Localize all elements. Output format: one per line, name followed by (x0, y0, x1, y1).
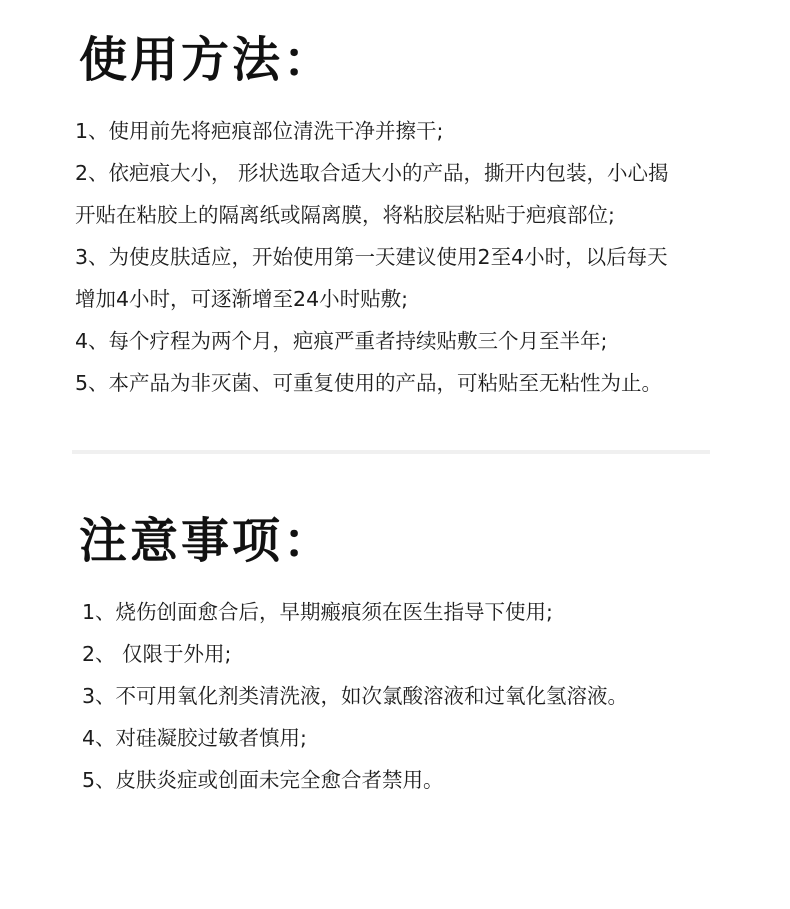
caution-line: 5、皮肤炎症或创面未完全愈合者禁用。 (82, 768, 444, 792)
usage-line: 1、使用前先将疤痕部位清洗干净并擦干; (75, 119, 444, 143)
caution-line: 3、不可用氧化剂类清洗液，如次氯酸溶液和过氧化氢溶液。 (82, 684, 629, 708)
usage-line: 5、本产品为非灭菌、可重复使用的产品，可粘贴至无粘性为止。 (75, 371, 663, 395)
usage-line: 2、依疤痕大小， 形状选取合适大小的产品，撕开内包装，小心揭 (75, 161, 669, 185)
caution-line: 1、烧伤创面愈合后，早期瘢痕须在医生指导下使用; (82, 600, 553, 624)
usage-line: 4、每个疗程为两个月，疤痕严重者持续贴敷三个月至半年; (75, 329, 608, 353)
usage-line: 3、为使皮肤适应，开始使用第一天建议使用2至4小时，以后每天 (75, 245, 668, 269)
caution-line: 2、 仅限于外用; (82, 642, 232, 666)
usage-title: 使用方法： (79, 32, 335, 88)
usage-line: 增加4小时，可逐渐增至24小时贴敷; (75, 287, 409, 311)
section-divider (72, 450, 710, 454)
caution-line: 4、对硅凝胶过敏者慎用; (82, 726, 307, 750)
cautions-title: 注意事项： (79, 513, 335, 569)
cautions-list (82, 591, 742, 801)
usage-line: 开贴在粘胶上的隔离纸或隔离膜，将粘胶层粘贴于疤痕部位; (75, 203, 615, 227)
usage-list (75, 110, 735, 404)
